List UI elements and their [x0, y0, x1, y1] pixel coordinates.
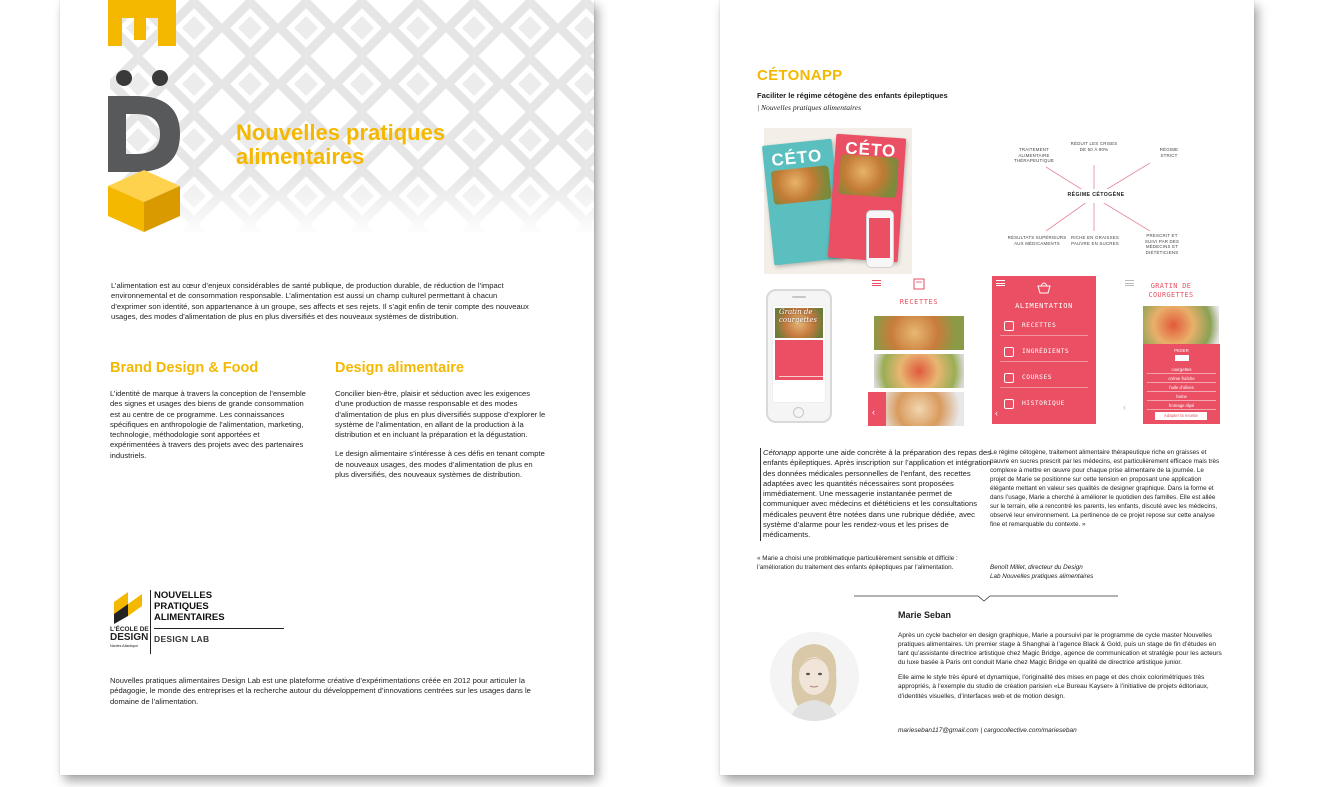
menu-item-label: HISTORIQUE [1022, 400, 1065, 407]
phone-speaker [792, 296, 806, 298]
menu-icon [996, 280, 1005, 286]
phone-mockup [766, 289, 832, 423]
designer-contacts[interactable]: marieseban117@gmail.com | cargocollective.com/marieseban [898, 727, 1077, 734]
menu-item-historique[interactable] [1000, 394, 1088, 414]
quote-paragraph: Le régime cétogène, traitement alimentaire thérapeutique riche en graisses et pauvre en sucres prescrit par les médecins, est particulièrement efficace mais très complexe à mettre en œuvre pour chaque prise alimentaire de la journée. Le projet de Marie se positionne sur cette tension en proposant une application élégante mettant en valeur ses qualités de designer graphique. Dans la forme et dans l’usage, Marie a cherché à améliorer le quotidien des familles. Elle est allée sur le terrain, elle a rencontré les parents, les enfants, discuté avec les médecins, observé leur environnement. La pertinence de ce projet repose sur cette analyse fine et remarquable du contexte. » [990, 449, 1220, 528]
history-icon [1004, 399, 1014, 409]
menu-item-recettes[interactable] [1000, 316, 1088, 336]
screen-alimentation [992, 276, 1096, 424]
recipe-photo [874, 354, 964, 388]
phone-ingredients-panel [775, 340, 823, 380]
project-subtitle: Faciliter le régime cétogène des enfants épileptiques [757, 91, 948, 100]
diagram-node: RICHE EN GRAISSES PAUVRE EN SUCRES [1070, 235, 1120, 246]
recipe-panel [1143, 344, 1220, 424]
weight-input[interactable] [1175, 355, 1189, 361]
diagram-node: PRESCRIT ET SUIVI PAR DES MÉDECINS ET DIÉTÉTICIENS [1144, 233, 1180, 255]
ecole-design-logo [108, 0, 188, 232]
section-divider [854, 595, 1118, 603]
recipe-photo [1143, 306, 1219, 344]
card-logo: CÉTO [770, 145, 824, 171]
signature-line2: Lab Nouvelles pratiques alimentaires [990, 573, 1094, 580]
basket-icon [1036, 280, 1052, 294]
school-name-line1: L'ÉCOLE DE [110, 626, 149, 633]
lab-logo-mark [110, 590, 146, 624]
phone-home-button [793, 407, 804, 418]
portrait-photo [770, 632, 859, 721]
right-page [720, 0, 1254, 775]
book-icon [912, 278, 926, 290]
lab-name-line3: ALIMENTAIRES [154, 612, 225, 623]
diagram-center: RÉGIME CÉTOGÈNE [1067, 192, 1125, 198]
ingredient-row: huile d'olives [1147, 384, 1216, 392]
phone-recipe-title: Gratin de courgettes [779, 308, 817, 324]
ingredient-row: courgettes [1147, 366, 1216, 374]
lab-name-line1: NOUVELLES [154, 590, 213, 601]
section-title-brand-design: Brand Design & Food [110, 360, 259, 376]
designer-bio [898, 631, 1228, 707]
screen-title: ALIMENTATION [1015, 302, 1073, 310]
back-arrow-icon: ‹ [872, 407, 875, 417]
quote-intro: « Marie a choisi une problématique particulièrement sensible et difficile : l’amélioration du traitement des enfants épileptiques par l’alimentation. [757, 555, 958, 571]
designer-avatar [770, 632, 859, 721]
description-paragraph [760, 448, 992, 541]
screen-recettes [868, 276, 970, 424]
card-logo: CÉTO [844, 138, 897, 161]
school-name-line3: Nantes Atlantique [110, 644, 139, 648]
bio-paragraph-1: Après un cycle bachelor en design graphique, Marie a poursuivi par le programme de cycle master Nouvelles pratiques alimentaires. Un premier stage à Shanghai à l’agence Black & Gold, puis un stage de fin d’études en tant qu’assistante directrice artistique chez Magic Bridge, agence de communication et stratégie pour les acteurs du luxe basée à Paris ont conduit Marie chez Magic Bridge en qualité de directrice artistique junior. [898, 632, 1222, 667]
section-text-brand-design: L’identité de marque à travers la conception de l’ensemble des signes et usages des biens de grande consommation est au centre de ce programme. Les connaissances spécifiques en anthropologie de l’alimentation, marketing, technologie, méthodologie sont apportées et expérimentées à travers des projets avec des partenaires industriels. [110, 389, 306, 460]
menu-item-label: INGRÉDIENTS [1022, 348, 1070, 355]
screen-title: RECETTES [899, 298, 939, 306]
screen-gratin [1121, 276, 1220, 424]
small-phone [866, 210, 894, 268]
ingredient-row: crème fraîche [1147, 375, 1216, 383]
menu-item-label: COURSES [1022, 374, 1053, 381]
cart-icon [1004, 373, 1014, 383]
phone-screen [772, 305, 826, 403]
menu-item-label: RECETTES [1022, 322, 1057, 329]
section-text-design-alimentaire [335, 389, 547, 489]
footer-paragraph: Nouvelles pratiques alimentaires Design Lab est une plateforme créative d’expérimentations créée en 2012 pour articuler la pédagogie, le monde des entreprises et la recherche autour du développement d’innovations centrées sur les usages dans le domaine de l’alimentation. [110, 676, 531, 706]
ketogenic-diagram [1004, 135, 1184, 260]
lab-name-line2: PRATIQUES [154, 601, 209, 612]
project-title: CÉTONAPP [757, 67, 843, 84]
recipe-photo [874, 392, 964, 426]
diagram-node: TRAITEMENT ALIMENTAIRE THÉRAPEUTIQUE [1014, 147, 1054, 163]
back-arrow-icon: ‹ [1123, 402, 1126, 412]
recipe-icon [1004, 321, 1014, 331]
lab-underline [154, 628, 284, 629]
back-arrow-icon: ‹ [995, 408, 998, 418]
quote-signature [990, 563, 1190, 581]
section-text-p1: Concilier bien-être, plaisir et séduction avec les exigences d’une production de masse responsable et des modes d’alimentation de plus en plus diversifiés suppose d’explorer le système de l’alimentation, en allant de la production à la distribution et en incluant la préparation et la dégustation. [335, 389, 546, 440]
lab-name [154, 590, 225, 623]
diagram-node: RÉSULTATS SUPÉRIEURS AUX MÉDICAMENTS [1007, 235, 1067, 246]
page-title: Nouvelles pratiques alimentaires [236, 120, 446, 169]
food-photo [771, 165, 832, 205]
ingredient-row: farine [1147, 393, 1216, 401]
ingredient-icon [1004, 347, 1014, 357]
description-text: apporte une aide concrète à la préparation des repas des enfants épileptiques. Après inscription sur l’application et intégration des données médicales personnelles de l’enfant, des recettes adaptées avec les quantités nécessaires sont proposées immédiatement. Une messagerie instantanée permet de communiquer avec médecins et diététiciens et les consultations médicales peuvent être notées dans une rubrique dédiée, avec système d’alarme pour les rendez-vous et les prises de médicaments. [763, 448, 991, 540]
lab-subtitle: DESIGN LAB [154, 634, 210, 644]
school-name-line2: DESIGN [110, 632, 149, 643]
intro-paragraph: L’alimentation est au cœur d’enjeux considérables de santé publique, de production durable, de réduction de l’impact environnemental et de consommation responsable. L’alimentation est aussi un champ culturel permettant à chacun d’exprimer son identité, son appartenance à un groupe, ses affects et ses rejets. Il s’agit enfin de tenir compte des nouveaux usages, des modes d’alimentation de plus en plus diversifiés et des nouveaux systèmes de distribution. [111, 281, 529, 321]
adapt-recipe-button[interactable]: Adapter la recette [1155, 412, 1207, 420]
small-phone-screen [869, 218, 890, 258]
menu-item-ingredients[interactable] [1000, 342, 1088, 362]
left-page [60, 0, 594, 775]
design-lab-logo [110, 590, 300, 656]
diagram-node: RÉDUIT LES CRISES DE 50 À 90% [1070, 141, 1118, 152]
back-arrow-bar [868, 392, 886, 426]
app-name-emphasis: Cétonapp [763, 448, 796, 457]
phone-ingredient-lines [779, 376, 823, 403]
recipe-photo [874, 316, 964, 350]
ingredient-row: fromage râpé [1147, 402, 1216, 410]
peser-label: PESER [1174, 348, 1189, 353]
cover-mockup [764, 128, 912, 274]
screen-title: GRATIN DE COURGETTES [1148, 282, 1194, 299]
logo-divider [150, 590, 151, 654]
menu-item-courses[interactable] [1000, 368, 1088, 388]
diagram-node: RÉGIME STRICT [1159, 147, 1179, 158]
signature-line1: Benoît Millet, directeur du Design [990, 564, 1083, 571]
bio-paragraph-2: Elle aime le style très épuré et dynamique, l’originalité des mises en page et des choix colorimétriques très appropriés, à l’exemple du studio de création parisien «Le Bureau Kayser» à l’initiative de projets éditoriaux, d’identités visuelles, d’interfaces web et de motion design. [898, 674, 1209, 700]
project-tag: | Nouvelles pratiques alimentaires [757, 103, 862, 112]
menu-icon [872, 280, 881, 286]
section-title-design-alimentaire: Design alimentaire [335, 360, 464, 376]
section-text-p2: Le design alimentaire s’intéresse à ces défis en tenant compte de nouveaux usages, des modes d’alimentation de plus en plus diversifiés, des nouveaux systèmes de distribution. [335, 449, 545, 480]
designer-name: Marie Seban [898, 610, 952, 620]
